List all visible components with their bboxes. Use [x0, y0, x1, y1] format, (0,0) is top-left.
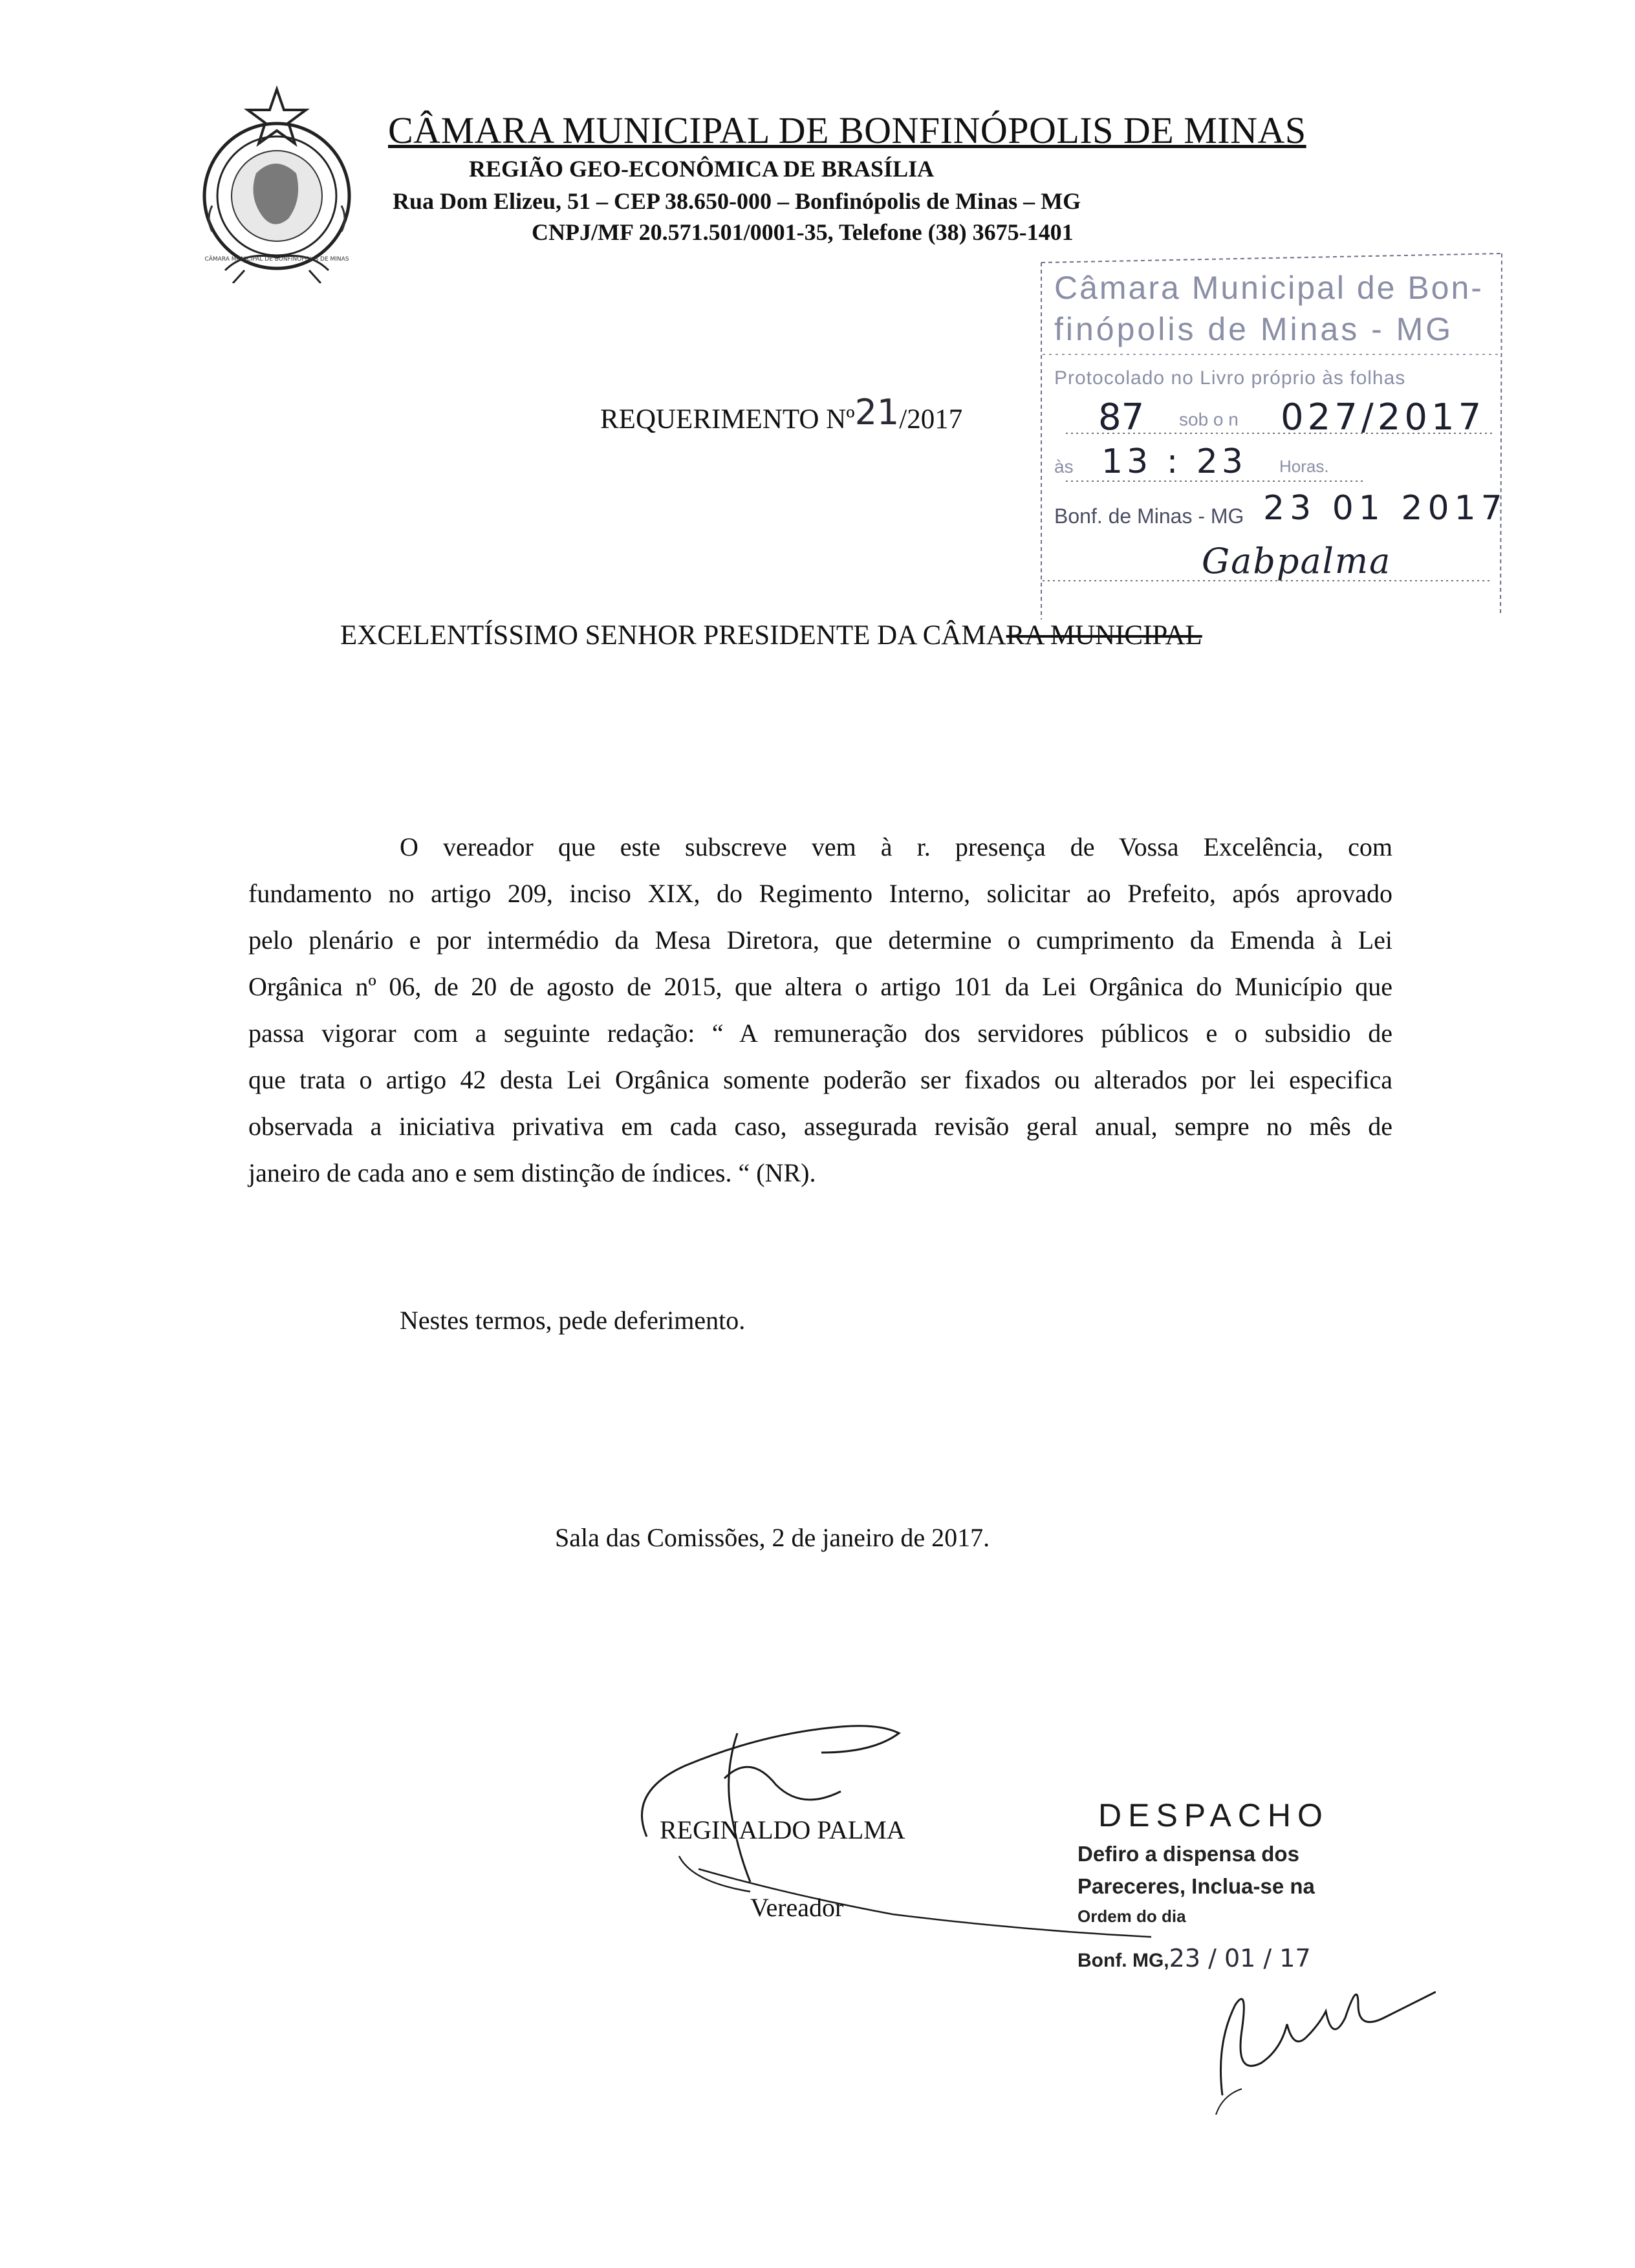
stamp-line-3: Protocolado no Livro próprio às folhas: [1054, 367, 1406, 389]
closing-line: Nestes termos, pede deferimento.: [400, 1306, 746, 1335]
addressee-main: EXCELENTÍSSIMO SENHOR PRESIDENTE DA CÂMA: [340, 620, 1006, 651]
addressee-struck: RA MUNICIPAL: [1006, 620, 1202, 651]
despacho-line-3: Ordem do dia: [1077, 1906, 1186, 1926]
body-line-3: pelo plenário e por intermédio da Mesa Diretora, que determine o cumprimento da Emenda à Lei: [248, 925, 1392, 955]
signer-role: Vereador: [750, 1893, 844, 1922]
body-line-1: O vereador que este subscreve vem à r. presença de Vossa Excelência, com: [400, 832, 1392, 861]
stamp-date-value: 23 01 2017: [1263, 489, 1508, 528]
body-line-6: que trata o artigo 42 desta Lei Orgânica somente poderão ser fixados ou alterados por lei especifica: [248, 1065, 1392, 1094]
despacho-title: DESPACHO: [1098, 1797, 1329, 1833]
region-line: REGIÃO GEO-ECONÔMICA DE BRASÍLIA: [469, 156, 935, 182]
stamp-place-label: Bonf. de Minas - MG: [1054, 504, 1244, 528]
body-line-4: Orgânica nº 06, de 20 de agosto de 2015, que altera o artigo 101 da Lei Orgânica do Município que: [248, 972, 1392, 1001]
seal-text: CÂMARA MUNICIPAL DE BONFINÓPOLIS DE MINAS: [204, 256, 349, 263]
requerimento-prefix: REQUERIMENTO Nº: [600, 404, 855, 435]
addressee-line: [340, 620, 1202, 651]
place-date-line: Sala das Comissões, 2 de janeiro de 2017.: [555, 1523, 990, 1552]
requerimento-suffix: /2017: [899, 404, 963, 435]
despacho-place-label: Bonf. MG,: [1077, 1950, 1169, 1971]
stamp-line-2: finópolis de Minas - MG: [1054, 311, 1454, 347]
stamp-line-1: Câmara Municipal de Bon-: [1054, 270, 1484, 306]
body-line-7: observada a iniciativa privativa em cada caso, assegurada revisão geral anual, sempre no mês de: [248, 1112, 1392, 1141]
municipal-seal: [186, 76, 374, 283]
requerimento-heading: [600, 392, 963, 437]
cnpj-phone-line: CNPJ/MF 20.571.501/0001-35, Telefone (38) 3675-1401: [532, 219, 1074, 245]
address-line: Rua Dom Elizeu, 51 – CEP 38.650-000 – Bonfinópolis de Minas – MG: [393, 188, 1081, 214]
stamp-as-label: às: [1054, 457, 1074, 477]
stamp-number-value: 027/2017: [1281, 396, 1486, 438]
requerimento-number: 21: [854, 392, 900, 433]
signer-name: REGINALDO PALMA: [660, 1815, 905, 1844]
despacho-line-2: Pareceres, Inclua-se na: [1077, 1874, 1315, 1898]
protocol-stamp: [1040, 251, 1508, 622]
body-line-2: fundamento no artigo 209, inciso XIX, do Regimento Interno, solicitar ao Prefeito, após aprovado: [248, 879, 1392, 908]
body-line-5: passa vigorar com a seguinte redação: “ A remuneração dos servidores públicos e o subsidio de: [248, 1019, 1392, 1048]
institution-title: CÂMARA MUNICIPAL DE BONFINÓPOLIS DE MINAS: [388, 109, 1306, 151]
stamp-signature: Gabpalma: [1202, 541, 1392, 581]
despacho-signature: [1203, 1966, 1436, 2115]
despacho-date: 23 / 01 / 17: [1169, 1944, 1311, 1972]
stamp-folhas-value: 87: [1098, 396, 1145, 438]
stamp-sob-label: sob o n: [1179, 409, 1239, 429]
stamp-time-value: 13 : 23: [1101, 442, 1247, 481]
despacho-line-1: Defiro a dispensa dos: [1077, 1842, 1299, 1866]
body-line-8: janeiro de cada ano e sem distinção de índices. “ (NR).: [248, 1158, 816, 1187]
stamp-horas-label: Horas.: [1279, 457, 1329, 476]
